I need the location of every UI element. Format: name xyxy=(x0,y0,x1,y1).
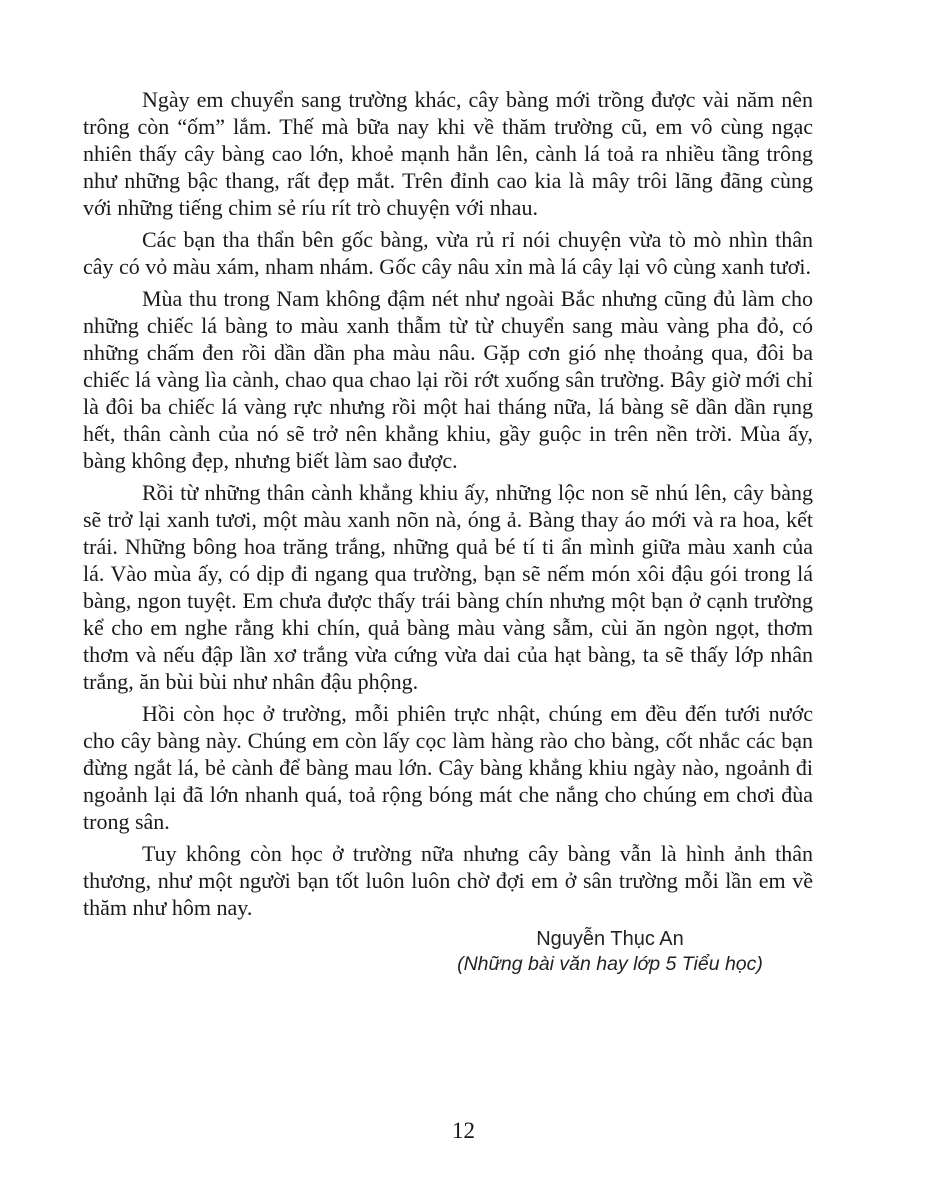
signature-block xyxy=(410,927,810,977)
paragraph: Ngày em chuyển sang trường khác, cây bàng mới trồng được vài năm nên trông còn “ốm” lắm. Thế mà bữa nay khi về thăm trường cũ, em vô cùng ngạc nhiên thấy cây bàng cao lớn, khoẻ mạnh hẳn lên, cành lá toả ra nhiều tầng trông như những bậc thang, rất đẹp mắt. Trên đỉnh cao kia là mây trôi lãng đãng cùng với những tiếng chim sẻ ríu rít trò chuyện với nhau. xyxy=(83,87,813,220)
essay-body xyxy=(83,86,813,977)
page-footer xyxy=(0,1118,927,1144)
source-title: (Những bài văn hay lớp 5 Tiểu học) xyxy=(457,953,763,975)
paragraph: Hồi còn học ở trường, mỗi phiên trực nhật, chúng em đều đến tưới nước cho cây bàng này. Chúng em còn lấy cọc làm hàng rào cho bàng, cốt nhắc các bạn đừng ngắt lá, bẻ cành để bàng mau lớn. Cây bàng khẳng khiu ngày nào, ngoảnh đi ngoảnh lại đã lớn nhanh quá, toả rộng bóng mát che nắng cho chúng em chơi đùa trong sân. xyxy=(83,701,813,834)
paragraph: Rồi từ những thân cành khẳng khiu ấy, những lộc non sẽ nhú lên, cây bàng sẽ trở lại xanh tươi, một màu xanh nõn nà, óng ả. Bàng thay áo mới và ra hoa, kết trái. Những bông hoa trăng trắng, những quả bé tí ti ẩn mình giữa màu xanh của lá. Vào mùa ấy, có dịp đi ngang qua trường, bạn sẽ nếm món xôi đậu gói trong lá bàng, ngon tuyệt. Em chưa được thấy trái bàng chín nhưng một bạn ở cạnh trường kể cho em nghe rằng khi chín, quả bàng màu vàng sẫm, cùi ăn ngòn ngọt, thơm thơm và nếu đập lần xơ trắng vừa cứng vừa dai của hạt bàng, ta sẽ thấy lớp nhân trắng, ăn bùi bùi như nhân đậu phộng. xyxy=(83,480,813,694)
paragraph: Các bạn tha thẩn bên gốc bàng, vừa rủ rỉ nói chuyện vừa tò mò nhìn thân cây có vỏ màu xám, nham nhám. Gốc cây nâu xỉn mà lá cây lại vô cùng xanh tươi. xyxy=(83,227,813,279)
author-name: Nguyễn Thục An xyxy=(536,928,684,950)
paragraph: Mùa thu trong Nam không đậm nét như ngoài Bắc nhưng cũng đủ làm cho những chiếc lá bàng to màu xanh thẫm từ từ chuyển sang màu vàng pha đỏ, có những chấm đen rồi dần dần pha màu nâu. Gặp cơn gió nhẹ thoảng qua, đôi ba chiếc lá vàng lìa cành, chao qua chao lại rồi rớt xuống sân trường. Bây giờ mới chỉ là đôi ba chiếc lá vàng rực nhưng rồi một hai tháng nữa, lá bàng sẽ dần dần rụng hết, thân cành của nó sẽ trở nên khẳng khiu, gầy guộc in trên nền trời. Mùa ấy, bàng không đẹp, nhưng biết làm sao được. xyxy=(83,286,813,473)
paragraph: Tuy không còn học ở trường nữa nhưng cây bàng vẫn là hình ảnh thân thương, như một người bạn tốt luôn luôn chờ đợi em ở sân trường mỗi lần em về thăm như hôm nay. xyxy=(83,841,813,920)
page-number: 12 xyxy=(452,1118,475,1143)
